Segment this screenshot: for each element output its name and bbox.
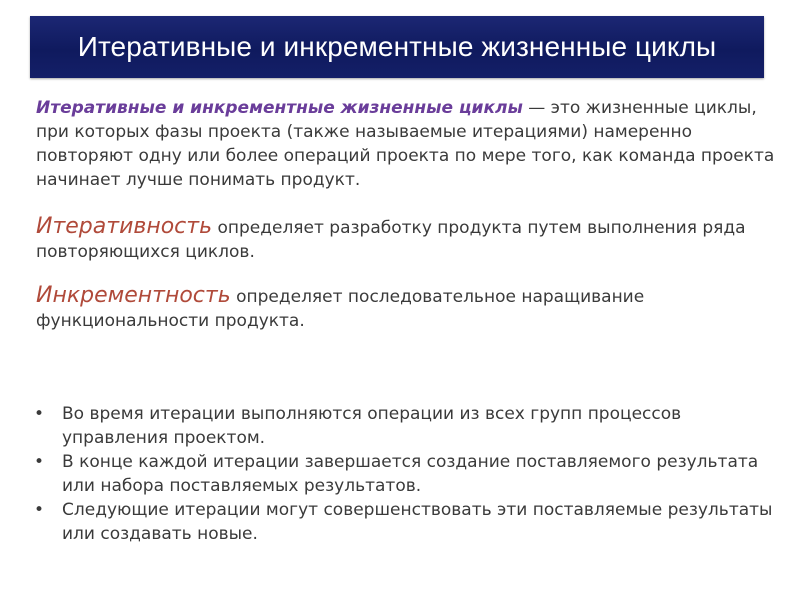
list-item-text: Во время итерации выполняются операции из всех групп процессов управления проектом. <box>62 404 682 448</box>
definition-term: Итеративные и инкрементные жизненные циклы <box>36 98 523 118</box>
list-item <box>30 402 776 450</box>
definition-text: — это жизненные циклы, при которых фазы проекта (также называемые итерациями) намеренно повторяют одну или более операций проекта по мере того, как команда проекта начинает лучше понимать продукт. <box>36 98 775 190</box>
slide-title: Итеративные и инкрементные жизненные циклы <box>77 31 717 62</box>
list-item-text: В конце каждой итерации завершается создание поставляемого результата или набора поставляемых результатов. <box>62 452 759 496</box>
list-item-text: Следующие итерации могут совершенствовать эти поставляемые результаты или создавать новые. <box>62 500 773 544</box>
slide-title-bar <box>30 16 764 78</box>
list-item <box>30 498 776 546</box>
iterativeness-text: определяет разработку продукта путем выполнения ряда повторяющихся циклов. <box>36 218 746 262</box>
bullet-marker: • <box>33 404 45 424</box>
incrementality-paragraph <box>36 284 776 333</box>
iterativeness-paragraph <box>36 215 776 264</box>
slide-body <box>36 96 776 333</box>
iterativeness-term: Итеративность <box>36 214 213 239</box>
bullet-list <box>30 402 776 546</box>
list-item <box>30 450 776 498</box>
definition-paragraph <box>36 96 776 192</box>
bullet-marker: • <box>33 452 45 472</box>
incrementality-term: Инкрементность <box>36 283 231 308</box>
incrementality-text: определяет последовательное наращивание функциональности продукта. <box>36 287 645 331</box>
bullet-marker: • <box>33 500 45 520</box>
